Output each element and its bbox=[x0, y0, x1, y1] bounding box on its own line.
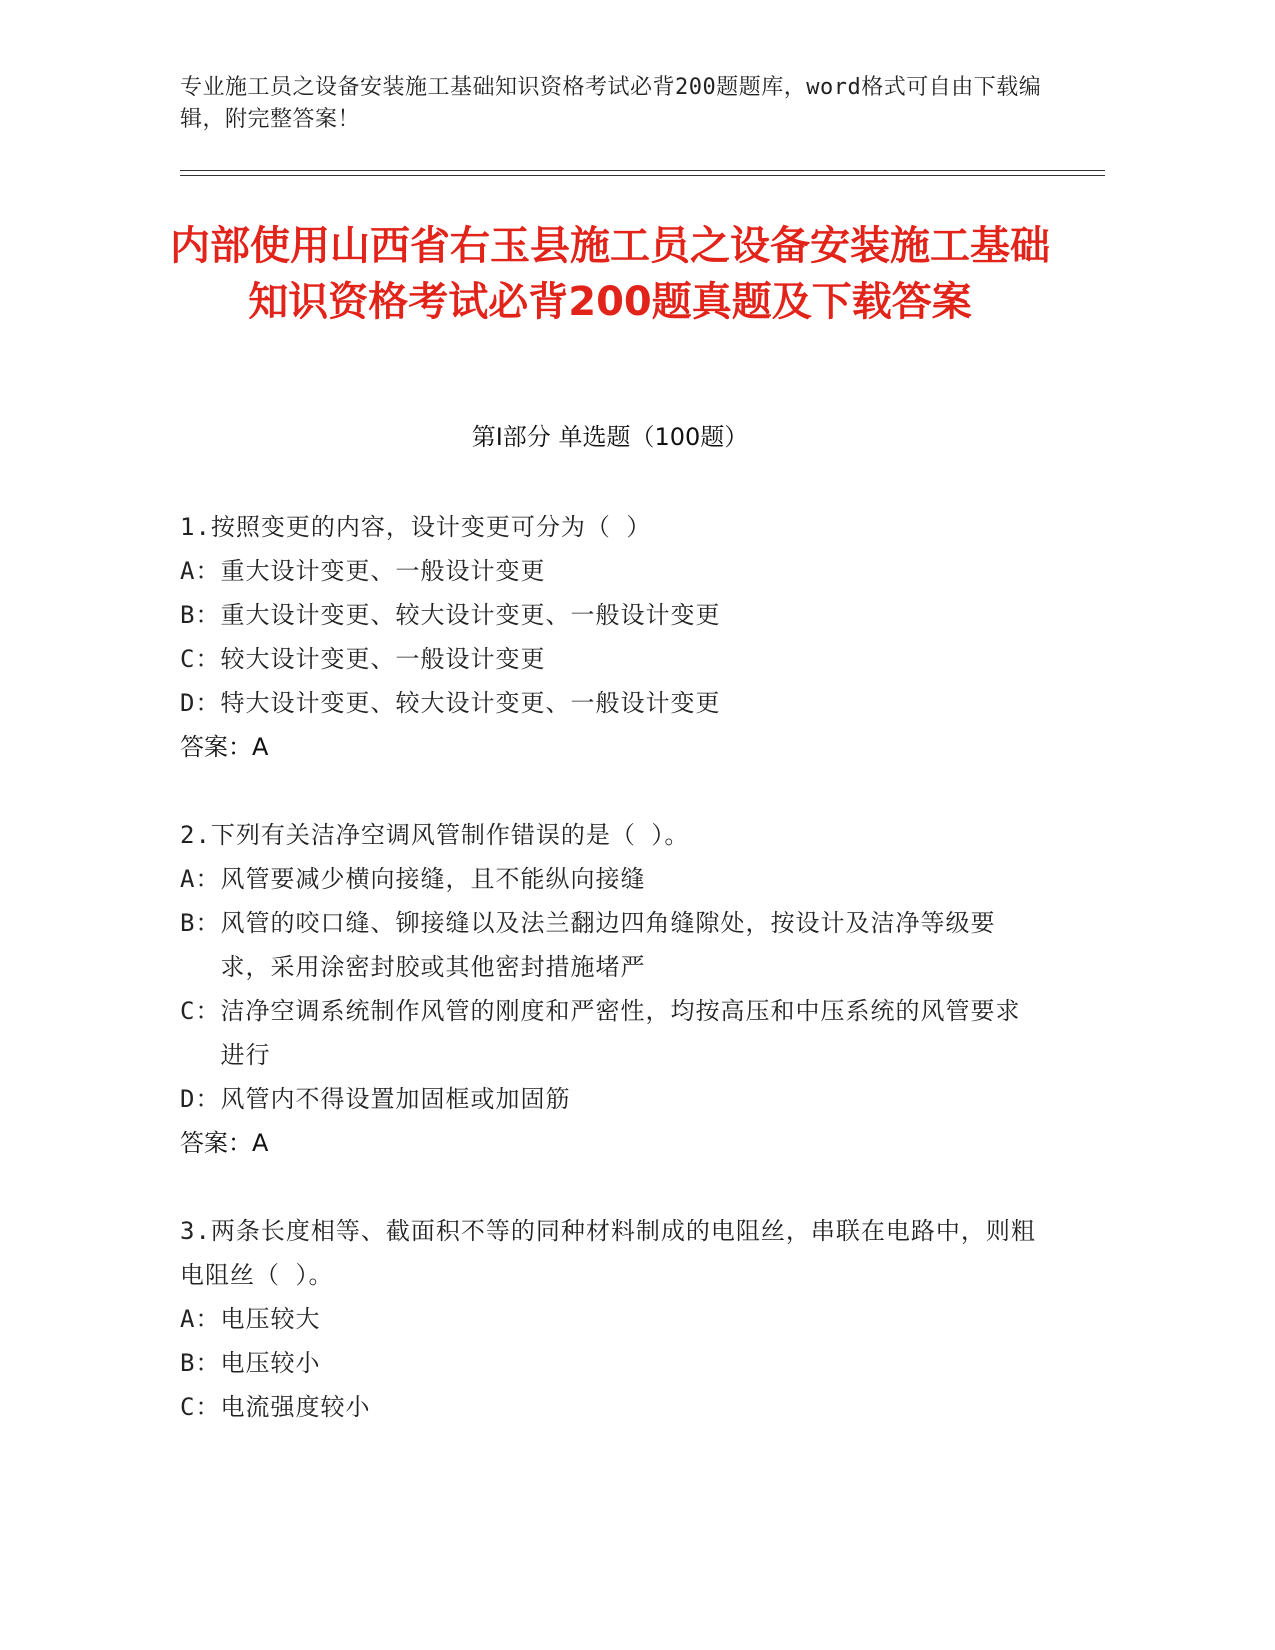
option-key: C： bbox=[180, 1393, 221, 1421]
option-key: A： bbox=[180, 1305, 221, 1333]
question-option bbox=[180, 989, 1040, 1077]
question-option bbox=[180, 1077, 1040, 1121]
option-text: 风管要减少横向接缝，且不能纵向接缝 bbox=[220, 865, 646, 893]
question-option bbox=[180, 1385, 1040, 1429]
question-stem: 2.下列有关洁净空调风管制作错误的是（ ）。 bbox=[180, 821, 690, 849]
question-option bbox=[180, 681, 1040, 725]
option-text: 洁净空调系统制作风管的刚度和严密性，均按高压和中压系统的风管要求进行 bbox=[220, 997, 1021, 1069]
question-option bbox=[180, 1297, 1040, 1341]
question-item bbox=[180, 505, 1040, 769]
question-option bbox=[180, 593, 1040, 637]
question-item bbox=[180, 813, 1040, 1165]
option-text: 风管的咬口缝、铆接缝以及法兰翻边四角缝隙处，按设计及洁净等级要求，采用涂密封胶或其他密封措施堵严 bbox=[220, 909, 996, 981]
question-option bbox=[180, 549, 1040, 593]
option-text: 较大设计变更、一般设计变更 bbox=[220, 645, 546, 673]
option-key: C： bbox=[180, 997, 221, 1025]
question-option bbox=[180, 637, 1040, 681]
document-title: 内部使用山西省右玉县施工员之设备安装施工基础知识资格考试必背200题真题及下载答案 bbox=[170, 223, 1050, 325]
option-text: 电压较大 bbox=[220, 1305, 321, 1333]
option-key: A： bbox=[180, 557, 221, 585]
question-option bbox=[180, 1341, 1040, 1385]
question-option bbox=[180, 857, 1040, 901]
section-title: 第I部分 单选题（100题） bbox=[471, 423, 749, 451]
option-text: 电压较小 bbox=[220, 1349, 321, 1377]
question-list bbox=[180, 505, 1040, 1473]
question-item bbox=[180, 1209, 1040, 1429]
option-key: D： bbox=[180, 1085, 221, 1113]
question-option bbox=[180, 901, 1040, 989]
option-text: 风管内不得设置加固框或加固筋 bbox=[220, 1085, 571, 1113]
option-text: 重大设计变更、一般设计变更 bbox=[220, 557, 546, 585]
question-stem: 3.两条长度相等、截面积不等的同种材料制成的电阻丝，串联在电路中，则粗电阻丝（ ）。 bbox=[180, 1217, 1036, 1289]
question-answer: 答案：A bbox=[180, 733, 269, 761]
option-text: 重大设计变更、较大设计变更、一般设计变更 bbox=[220, 601, 721, 629]
option-key: B： bbox=[180, 1349, 221, 1377]
option-key: A： bbox=[180, 865, 221, 893]
header-rule-bottom bbox=[180, 175, 1105, 176]
question-answer: 答案：A bbox=[180, 1129, 269, 1157]
option-key: B： bbox=[180, 601, 221, 629]
option-text: 电流强度较小 bbox=[220, 1393, 371, 1421]
question-stem: 1.按照变更的内容，设计变更可分为（ ） bbox=[180, 513, 652, 541]
option-key: D： bbox=[180, 689, 221, 717]
header-rule-top bbox=[180, 170, 1105, 171]
option-key: C： bbox=[180, 645, 221, 673]
option-key: B： bbox=[180, 909, 221, 937]
option-text: 特大设计变更、较大设计变更、一般设计变更 bbox=[220, 689, 721, 717]
header-note: 专业施工员之设备安装施工基础知识资格考试必背200题题库，word格式可自由下载编辑，附完整答案！ bbox=[180, 75, 1042, 132]
